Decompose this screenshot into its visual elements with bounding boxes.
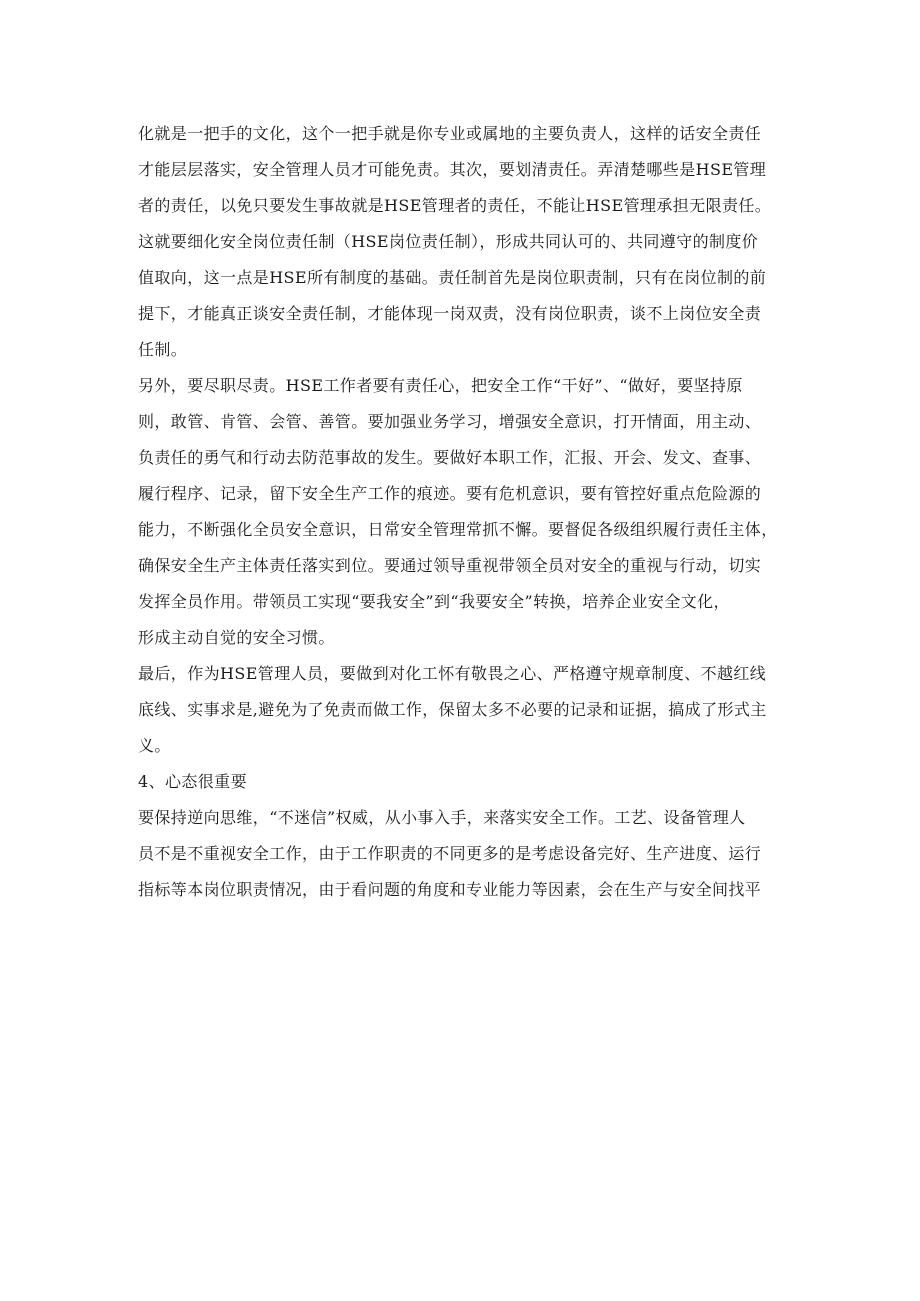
text-line: 才能层层落实，安全管理人员才可能免责。其次，要划清责任。弄清楚哪些是HSE管理 [138,160,767,179]
text-line: 履行程序、记录，留下安全生产工作的痕迹。要有危机意识，要有管控好重点危险源的 [138,484,762,503]
text-line: 化就是一把手的文化，这个一把手就是你专业或属地的主要负责人，这样的话安全责任 [138,124,762,143]
paragraph-responsibility [138,116,798,368]
text-line: 则，敢管、肯管、会管、善管。要加强业务学习，增强安全意识，打开情面，用主动、 [138,412,762,431]
paragraph-finally [138,656,798,764]
text-line: 最后，作为HSE管理人员，要做到对化工怀有敬畏之心、严格遵守规章制度、不越红线 [138,664,767,683]
text-line: 底线、实事求是,避免为了免责而做工作，保留太多不必要的记录和证据，搞成了形式主 [138,700,767,719]
text-line: 要保持逆向思维，“不迷信”权威，从小事入手，来落实安全工作。工艺、设备管理人 [138,808,746,827]
text-line: 另外，要尽职尽责。HSE工作者要有责任心，把安全工作“干好”、“做好，要坚持原 [138,376,743,395]
text-line: 负责任的勇气和行动去防范事故的发生。要做好本职工作，汇报、开会、发文、查事、 [138,448,762,467]
text-line: 者的责任，以免只要发生事故就是HSE管理者的责任，不能让HSE管理承担无限责任。 [138,196,772,215]
text-line: 值取向，这一点是HSE所有制度的基础。责任制首先是岗位职责制，只有在岗位制的前 [138,268,767,287]
paragraph-mindset [138,800,798,908]
text-line: 员不是不重视安全工作，由于工作职责的不同更多的是考虑设备完好、生产进度、运行 [138,844,762,863]
text-line: 指标等本岗位职责情况，由于看问题的角度和专业能力等因素，会在生产与安全间找平 [138,880,762,899]
text-line: 能力，不断强化全员安全意识，日常安全管理常抓不懈。要督促各级组织履行责任主体， [138,520,778,539]
text-line: 发挥全员作用。带领员工实现“要我安全”到“我要安全”转换，培养企业安全文化， [138,592,730,611]
document-body [138,116,798,908]
text-line: 义。 [138,736,171,755]
text-line: 提下，才能真正谈安全责任制，才能体现一岗双责，没有岗位职责，谈不上岗位安全责 [138,304,762,323]
text-line: 这就要细化安全岗位责任制（HSE岗位责任制），形成共同认可的、共同遵守的制度价 [138,232,759,251]
section-heading [138,764,798,800]
text-line: 任制。 [138,340,188,359]
section-heading-text: 4、心态很重要 [138,772,247,791]
paragraph-due-diligence [138,368,798,656]
text-line: 确保安全生产主体责任落实到位。要通过领导重视带领全员对安全的重视与行动，切实 [138,556,762,575]
text-line: 形成主动自觉的安全习惯。 [138,628,335,647]
